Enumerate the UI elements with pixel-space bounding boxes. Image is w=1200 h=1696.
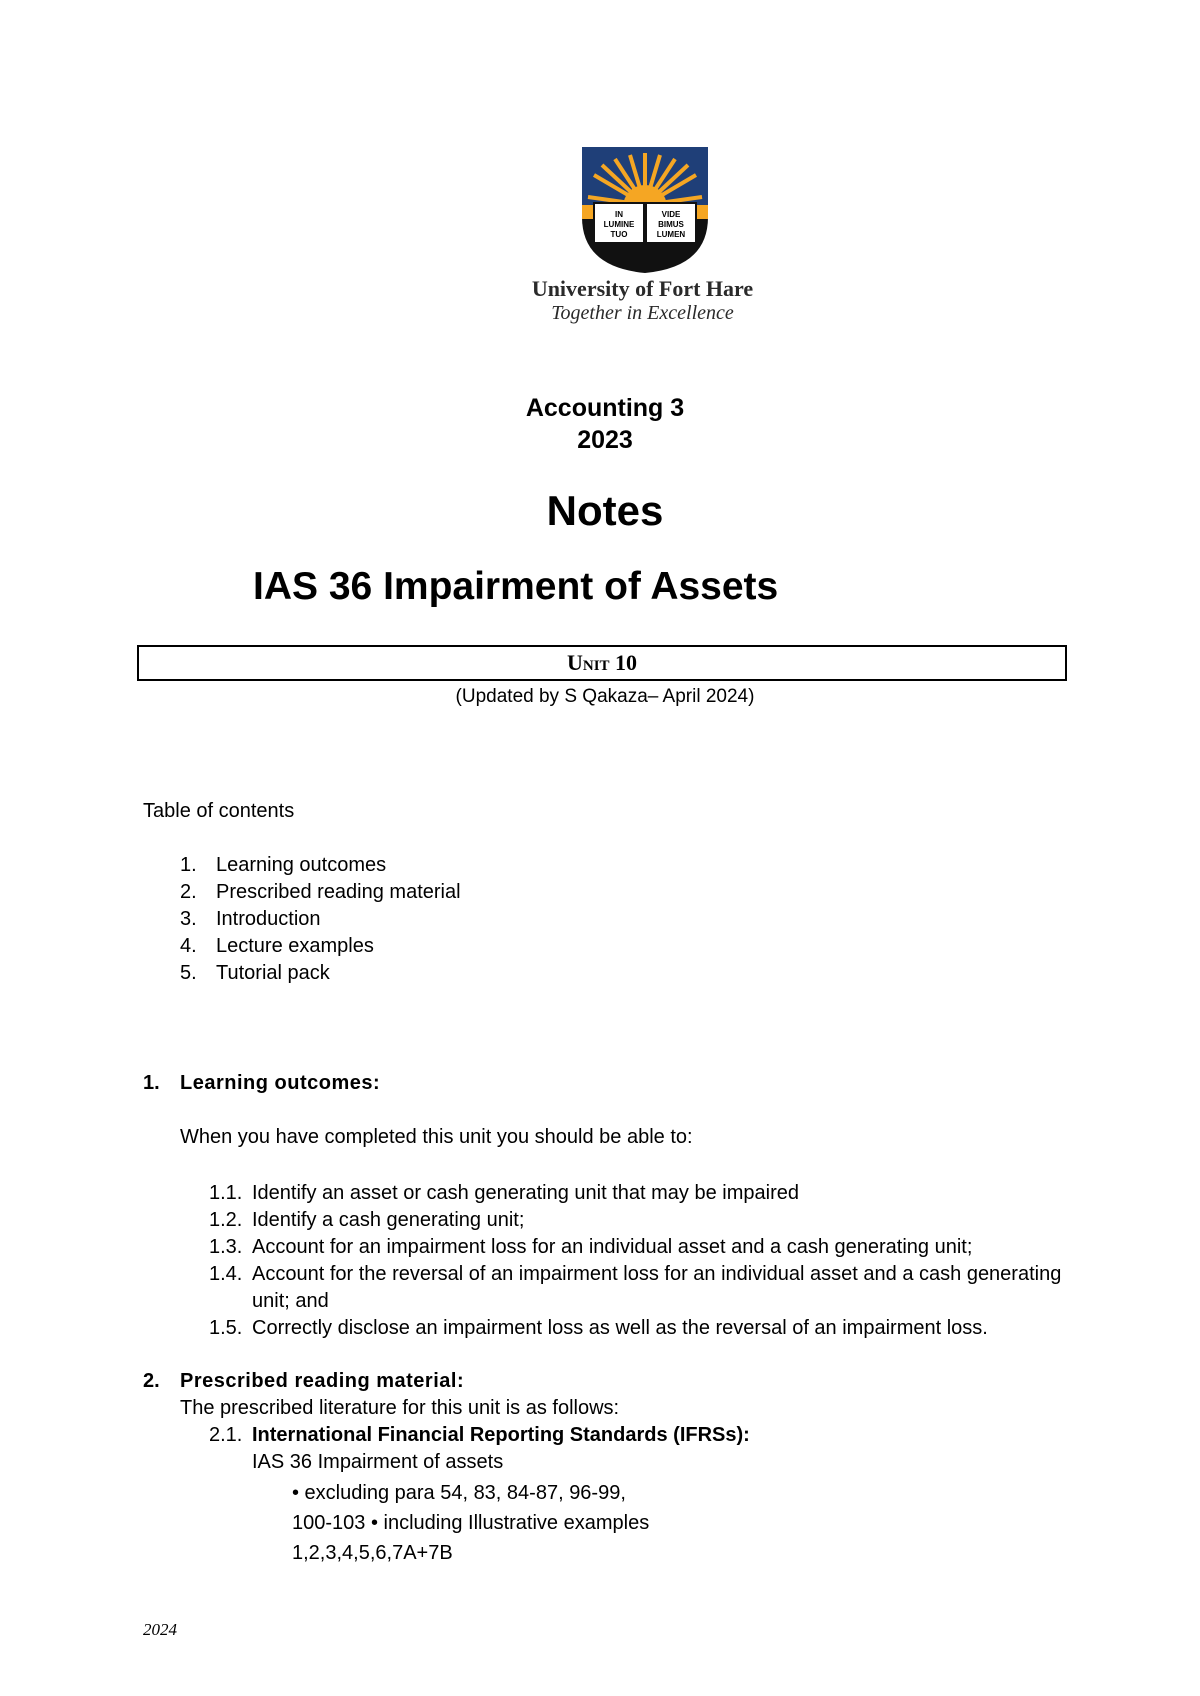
svg-text:VIDE: VIDE — [661, 210, 681, 219]
toc-item — [180, 962, 461, 989]
toc-item — [180, 935, 461, 962]
exclusions-line: • excluding para 54, 83, 84-87, 96-99, — [292, 1482, 626, 1504]
list-item — [209, 1180, 1072, 1207]
toc-item-number: 5. — [180, 962, 197, 984]
university-tagline: Together in Excellence — [551, 302, 734, 324]
unit-box — [137, 645, 1067, 681]
item-number: 1.2. — [209, 1209, 243, 1231]
section-number: 2. — [143, 1370, 160, 1392]
university-crest-logo — [580, 145, 710, 275]
item-text: Correctly disclose an impairment loss as well as the reversal of an impairment loss. — [252, 1317, 988, 1339]
svg-text:LUMINE: LUMINE — [603, 220, 635, 229]
svg-text:LUMEN: LUMEN — [656, 230, 686, 239]
course-year: 2023 — [577, 426, 633, 454]
toc-item-number: 1. — [180, 854, 197, 876]
examples-line: 1,2,3,4,5,6,7A+7B — [292, 1542, 453, 1564]
toc-item-label: Prescribed reading material — [216, 881, 461, 903]
list-item — [209, 1234, 1072, 1261]
course-title: Accounting 3 — [525, 394, 685, 422]
inclusions-line: 100-103 • including Illustrative examples — [292, 1512, 650, 1534]
list-item — [209, 1261, 1072, 1315]
list-item — [209, 1315, 1072, 1342]
toc-item-number: 3. — [180, 908, 197, 930]
subsection-2-1-heading — [209, 1424, 750, 1447]
updated-note: (Updated by S Qakaza– April 2024) — [455, 686, 755, 707]
toc-heading: Table of contents — [143, 800, 295, 822]
toc-item-label: Lecture examples — [216, 935, 374, 957]
item-number: 1.4. — [209, 1263, 243, 1285]
footer-year: 2024 — [143, 1620, 177, 1639]
section-2-intro: The prescribed literature for this unit is as follows: — [180, 1397, 620, 1419]
section-number: 1. — [143, 1072, 160, 1094]
section-title: Prescribed reading material: — [180, 1370, 465, 1392]
learning-outcomes-list — [209, 1180, 1072, 1342]
section-1-heading — [143, 1072, 380, 1095]
item-number: 1.5. — [209, 1317, 243, 1339]
toc-item — [180, 881, 461, 908]
toc-item-label: Introduction — [216, 908, 321, 930]
section-2-heading — [143, 1370, 464, 1393]
item-text: Account for the reversal of an impairment loss for an individual asset and a cash generating unit; and — [252, 1263, 1062, 1312]
toc-item-number: 2. — [180, 881, 197, 903]
notes-heading: Notes — [546, 487, 664, 534]
toc-item — [180, 908, 461, 935]
list-item — [209, 1207, 1072, 1234]
unit-label: Unit 10 — [566, 650, 638, 675]
item-number: 1.1. — [209, 1182, 243, 1204]
standard-name: IAS 36 Impairment of assets — [252, 1451, 504, 1473]
item-text: Identify a cash generating unit; — [252, 1209, 525, 1231]
section-1-intro: When you have completed this unit you should be able to: — [180, 1126, 693, 1148]
svg-text:IN: IN — [615, 210, 623, 219]
svg-text:BIMUS: BIMUS — [658, 220, 684, 229]
item-text: Identify an asset or cash generating unit that may be impaired — [252, 1182, 799, 1204]
item-number: 1.3. — [209, 1236, 243, 1258]
subsection-title: International Financial Reporting Standards (IFRSs): — [252, 1424, 750, 1446]
section-title: Learning outcomes: — [180, 1072, 381, 1094]
toc-item-label: Tutorial pack — [216, 962, 330, 984]
toc-item — [180, 854, 461, 881]
document-title: IAS 36 Impairment of Assets — [253, 565, 779, 608]
svg-text:TUO: TUO — [610, 230, 628, 239]
toc-item-label: Learning outcomes — [216, 854, 387, 876]
toc-list — [180, 854, 461, 989]
toc-item-number: 4. — [180, 935, 197, 957]
item-text: Account for an impairment loss for an individual asset and a cash generating unit; — [252, 1236, 973, 1258]
university-name: University of Fort Hare — [531, 276, 754, 301]
subsection-number: 2.1. — [209, 1424, 243, 1446]
